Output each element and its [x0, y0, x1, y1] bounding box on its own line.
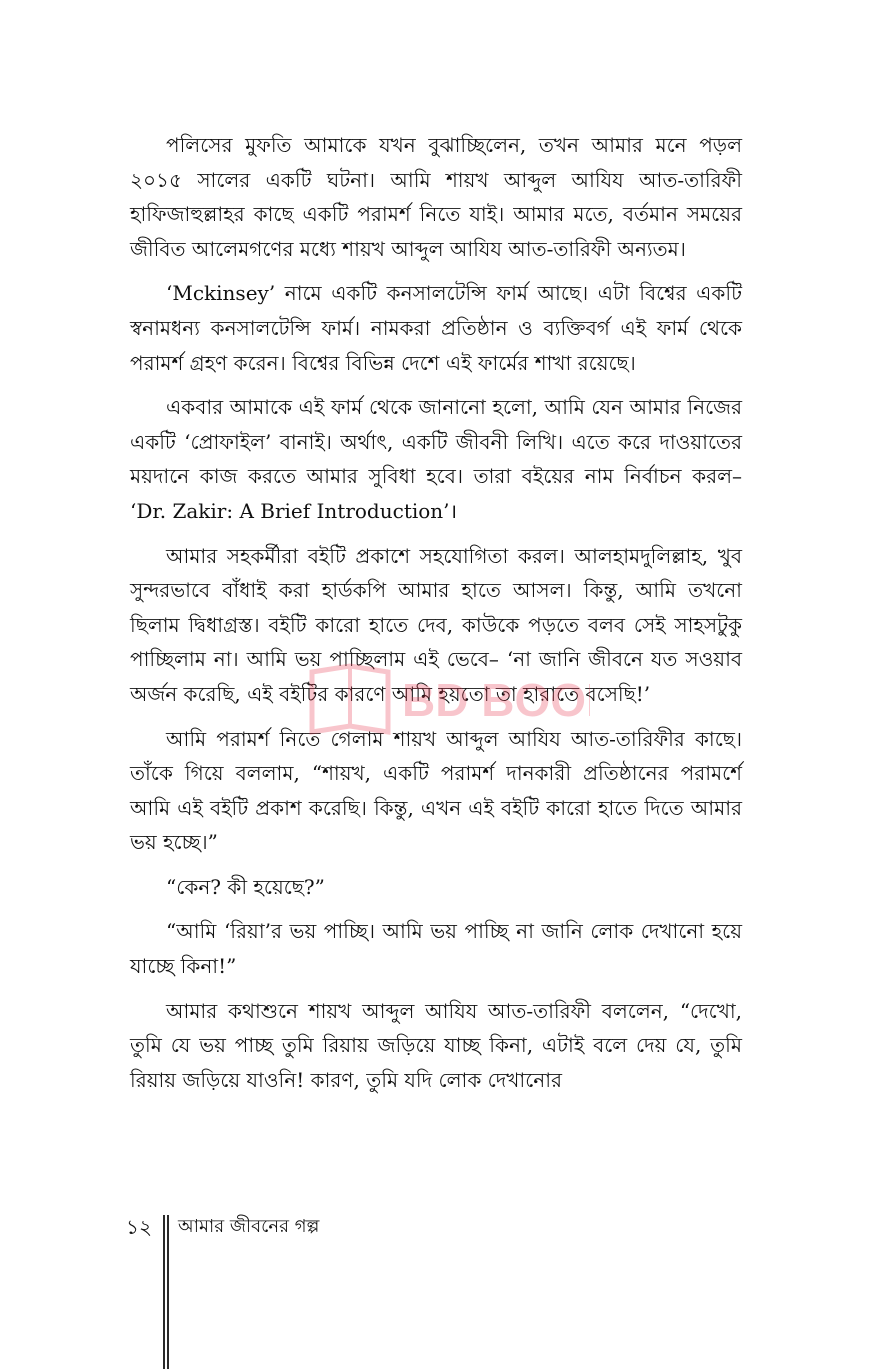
paragraph-6: “কেন? কী হয়েছে?”	[166, 874, 325, 899]
page-number: ১২	[126, 1215, 152, 1239]
paragraph-4: আমার সহকর্মীরা বইটি প্রকাশে সহযোগিতা করল। আলহামদুলিল্লাহ, খুব সুন্দরভাবে বাঁধাই করা হার্ডকপি আমার হাতে আসল। কিন্তু, আমি তখনো ছিলাম দ্বিধাগ্রস্ত। বইটি কারো হাতে দেব, কাউকে পড়তে বলব সেই সাহসটুকু পাচ্ছিলাম না। আমি ভয় পাচ্ছিলাম এই ভেবে– ‘না জানি জীবনে যত সওয়াব অর্জন করেছি, এই বইটির কারণে আমি হয়তো তা হারাতে বসেছি!’	[130, 543, 742, 706]
page-footer	[0, 1205, 870, 1369]
paragraph-1: পলিসের মুফতি আমাকে যখন বুঝাচ্ছিলেন, তখন আমার মনে পড়ল ২০১৫ সালের একটি ঘটনা। আমি শায়খ আব্দুল আযিয আত-তারিফী হাফিজাহুল্লাহর কাছে একটি পরামর্শ নিতে যাই। আমার মতে, বর্তমান সময়ের জীবিত আলেমগণের মধ্যে শায়খ আব্দুল আযিয আত-তারিফী অন্যতম।	[130, 133, 742, 261]
footer-divider	[163, 1215, 169, 1369]
watermark-text: BD BOO	[402, 674, 586, 726]
running-title: আমার জীবনের গল্প	[178, 1216, 320, 1237]
paragraph-7: “আমি ‘রিয়া’র ভয় পাচ্ছি। আমি ভয় পাচ্ছি না জানি লোক দেখানো হয়ে যাচ্ছে কিনা!”	[130, 919, 742, 979]
paragraph-2: ‘Mckinsey’ নামে একটি কনসালটেন্সি ফার্ম আছে। এটা বিশ্বের একটি স্বনামধন্য কনসালটেন্সি ফার্ম। নামকরা প্রতিষ্ঠান ও ব্যক্তিবর্গ এই ফার্ম থেকে পরামর্শ গ্রহণ করেন। বিশ্বের বিভিন্ন দেশে এই ফার্মের শাখা রয়েছে।	[130, 281, 742, 375]
paragraph-5: আমি পরামর্শ নিতে গেলাম শায়খ আব্দুল আযিয আত-তারিফীর কাছে। তাঁকে গিয়ে বললাম, “শায়খ, একটি পরামর্শ দানকারী প্রতিষ্ঠানের পরামর্শে আমি এই বইটি প্রকাশ করেছি। কিন্তু, এখন এই বইটি কারো হাতে দিতে আমার ভয় হচ্ছে।”	[130, 726, 742, 855]
paragraph-8: আমার কথাশুনে শায়খ আব্দুল আযিয আত-তারিফী বললেন, “দেখো, তুমি যে ভয় পাচ্ছ তুমি রিয়ায় জড়িয়ে যাচ্ছ কিনা, এটাই বলে দেয় যে, তুমি রিয়ায় জড়িয়ে যাওনি! কারণ, তুমি যদি লোক দেখানোর	[130, 998, 742, 1092]
paragraph-3: একবার আমাকে এই ফার্ম থেকে জানানো হলো, আমি যেন আমার নিজের একটি ‘প্রোফাইল’ বানাই। অর্থাৎ, একটি জীবনী লিখি। এতে করে দাওয়াতের ময়দানে কাজ করতে আমার সুবিধা হবে। তারা বইয়ের নাম নির্বাচন করল– ‘Dr. Zakir: A Brief Introduction’।	[130, 395, 742, 523]
body-text	[130, 128, 742, 1107]
